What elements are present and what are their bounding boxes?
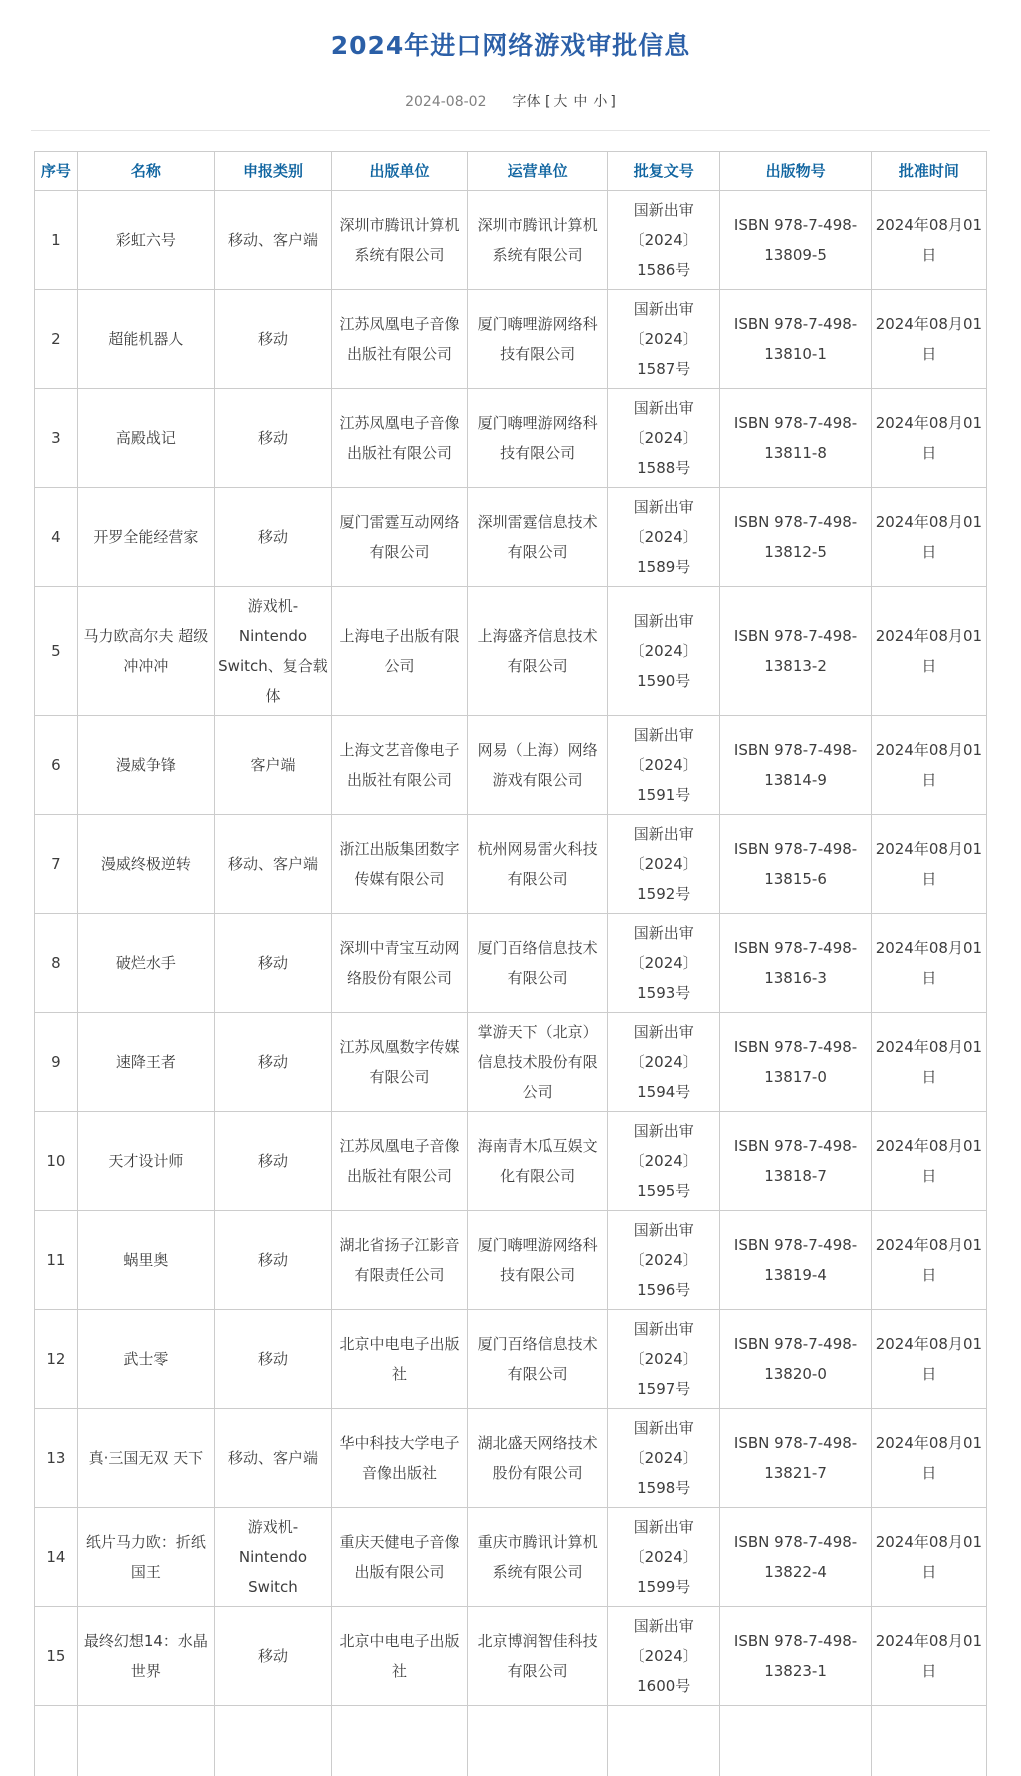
- cell-approval_no: 国新出审〔2024〕1590号: [608, 587, 720, 716]
- cell-empty: [871, 1706, 986, 1776]
- table-row: [35, 1013, 987, 1112]
- cell-approval_no: 国新出审〔2024〕1598号: [608, 1409, 720, 1508]
- cell-operator: 上海盛齐信息技术有限公司: [468, 587, 608, 716]
- cell-empty: [720, 1706, 871, 1776]
- cell-approval_no: 国新出审〔2024〕1592号: [608, 815, 720, 914]
- meta-line: [0, 91, 1021, 111]
- font-size-large-link[interactable]: 大: [553, 94, 568, 110]
- cell-seq: 13: [35, 1409, 78, 1508]
- cell-publisher: 厦门雷霆互动网络有限公司: [332, 488, 468, 587]
- cell-category: 移动、客户端: [214, 191, 331, 290]
- cell-publisher: 上海文艺音像电子出版社有限公司: [332, 716, 468, 815]
- cell-seq: 7: [35, 815, 78, 914]
- table-row-cutoff: [35, 1706, 987, 1776]
- cell-approval_no: 国新出审〔2024〕1594号: [608, 1013, 720, 1112]
- font-label: 字体: [512, 94, 541, 110]
- cell-category: 移动: [214, 1211, 331, 1310]
- cell-publisher: 浙江出版集团数字传媒有限公司: [332, 815, 468, 914]
- cell-name: 纸片马力欧：折纸国王: [77, 1508, 214, 1607]
- cell-name: 破烂水手: [77, 914, 214, 1013]
- table-row: [35, 389, 987, 488]
- cell-isbn: ISBN 978-7-498-13817-0: [720, 1013, 871, 1112]
- cell-seq: 11: [35, 1211, 78, 1310]
- table-row: [35, 914, 987, 1013]
- column-header-isbn: 出版物号: [720, 152, 871, 191]
- approval-table: [34, 151, 987, 1776]
- table-row: [35, 1409, 987, 1508]
- cell-name: 彩虹六号: [77, 191, 214, 290]
- cell-publisher: 北京中电电子出版社: [332, 1607, 468, 1706]
- cell-isbn: ISBN 978-7-498-13815-6: [720, 815, 871, 914]
- cell-isbn: ISBN 978-7-498-13823-1: [720, 1607, 871, 1706]
- cell-approval_no: 国新出审〔2024〕1597号: [608, 1310, 720, 1409]
- cell-name: 速降王者: [77, 1013, 214, 1112]
- cell-name: 蜗里奥: [77, 1211, 214, 1310]
- cell-empty: [35, 1706, 78, 1776]
- cell-name: 开罗全能经营家: [77, 488, 214, 587]
- table-row: [35, 1310, 987, 1409]
- cell-approval_date: 2024年08月01日: [871, 191, 986, 290]
- table-row: [35, 1508, 987, 1607]
- cell-seq: 5: [35, 587, 78, 716]
- column-header-name: 名称: [77, 152, 214, 191]
- cell-approval_date: 2024年08月01日: [871, 1409, 986, 1508]
- cell-operator: 重庆市腾讯计算机系统有限公司: [468, 1508, 608, 1607]
- cell-operator: 北京博润智佳科技有限公司: [468, 1607, 608, 1706]
- cell-operator: 厦门嗨哩游网络科技有限公司: [468, 290, 608, 389]
- table-row: [35, 290, 987, 389]
- cell-isbn: ISBN 978-7-498-13814-9: [720, 716, 871, 815]
- page-title: 2024年进口网络游戏审批信息: [330, 31, 691, 60]
- table-row: [35, 1112, 987, 1211]
- column-header-publisher: 出版单位: [332, 152, 468, 191]
- cell-category: 客户端: [214, 716, 331, 815]
- cell-name: 武士零: [77, 1310, 214, 1409]
- cell-isbn: ISBN 978-7-498-13820-0: [720, 1310, 871, 1409]
- table-row: [35, 191, 987, 290]
- cell-isbn: ISBN 978-7-498-13809-5: [720, 191, 871, 290]
- cell-seq: 15: [35, 1607, 78, 1706]
- cell-isbn: ISBN 978-7-498-13812-5: [720, 488, 871, 587]
- cell-name: 超能机器人: [77, 290, 214, 389]
- cell-seq: 3: [35, 389, 78, 488]
- cell-approval_date: 2024年08月01日: [871, 815, 986, 914]
- cell-seq: 4: [35, 488, 78, 587]
- cell-empty: [77, 1706, 214, 1776]
- cell-name: 天才设计师: [77, 1112, 214, 1211]
- cell-operator: 深圳雷霆信息技术有限公司: [468, 488, 608, 587]
- cell-operator: 掌游天下（北京）信息技术股份有限公司: [468, 1013, 608, 1112]
- cell-publisher: 深圳中青宝互动网络股份有限公司: [332, 914, 468, 1013]
- cell-approval_date: 2024年08月01日: [871, 488, 986, 587]
- cell-approval_date: 2024年08月01日: [871, 1013, 986, 1112]
- cell-name: 漫威终极逆转: [77, 815, 214, 914]
- cell-operator: 湖北盛天网络技术股份有限公司: [468, 1409, 608, 1508]
- cell-publisher: 江苏凤凰电子音像出版社有限公司: [332, 389, 468, 488]
- cell-name: 最终幻想14：水晶世界: [77, 1607, 214, 1706]
- cell-operator: 厦门百络信息技术有限公司: [468, 1310, 608, 1409]
- cell-empty: [214, 1706, 331, 1776]
- cell-operator: 厦门嗨哩游网络科技有限公司: [468, 389, 608, 488]
- cell-isbn: ISBN 978-7-498-13818-7: [720, 1112, 871, 1211]
- cell-seq: 9: [35, 1013, 78, 1112]
- column-header-operator: 运营单位: [468, 152, 608, 191]
- cell-publisher: 上海电子出版有限公司: [332, 587, 468, 716]
- cell-category: 游戏机-Nintendo Switch: [214, 1508, 331, 1607]
- cell-approval_date: 2024年08月01日: [871, 914, 986, 1013]
- cell-approval_date: 2024年08月01日: [871, 1310, 986, 1409]
- cell-empty: [608, 1706, 720, 1776]
- cell-category: 移动: [214, 488, 331, 587]
- cell-approval_date: 2024年08月01日: [871, 389, 986, 488]
- cell-publisher: 北京中电电子出版社: [332, 1310, 468, 1409]
- font-size-medium-link[interactable]: 中: [573, 94, 588, 110]
- cell-seq: 6: [35, 716, 78, 815]
- column-header-approval_no: 批复文号: [608, 152, 720, 191]
- table-header-row: [35, 152, 987, 191]
- column-header-category: 申报类别: [214, 152, 331, 191]
- table-row: [35, 815, 987, 914]
- cell-publisher: 江苏凤凰电子音像出版社有限公司: [332, 290, 468, 389]
- table-row: [35, 1607, 987, 1706]
- cell-publisher: 江苏凤凰数字传媒有限公司: [332, 1013, 468, 1112]
- cell-category: 移动、客户端: [214, 815, 331, 914]
- cell-category: 移动: [214, 290, 331, 389]
- header-divider: [31, 130, 990, 131]
- cell-empty: [468, 1706, 608, 1776]
- cell-isbn: ISBN 978-7-498-13810-1: [720, 290, 871, 389]
- cell-publisher: 江苏凤凰电子音像出版社有限公司: [332, 1112, 468, 1211]
- cell-isbn: ISBN 978-7-498-13821-7: [720, 1409, 871, 1508]
- cell-approval_no: 国新出审〔2024〕1599号: [608, 1508, 720, 1607]
- cell-approval_date: 2024年08月01日: [871, 290, 986, 389]
- cell-name: 漫威争锋: [77, 716, 214, 815]
- cell-category: 移动: [214, 1112, 331, 1211]
- cell-name: 马力欧高尔夫 超级冲冲冲: [77, 587, 214, 716]
- font-size-control: [512, 94, 615, 110]
- cell-publisher: 重庆天健电子音像出版有限公司: [332, 1508, 468, 1607]
- cell-approval_no: 国新出审〔2024〕1593号: [608, 914, 720, 1013]
- cell-isbn: ISBN 978-7-498-13822-4: [720, 1508, 871, 1607]
- cell-approval_no: 国新出审〔2024〕1595号: [608, 1112, 720, 1211]
- cell-operator: 厦门百络信息技术有限公司: [468, 914, 608, 1013]
- cell-name: 高殿战记: [77, 389, 214, 488]
- cell-seq: 8: [35, 914, 78, 1013]
- cell-approval_no: 国新出审〔2024〕1589号: [608, 488, 720, 587]
- cell-operator: 网易（上海）网络游戏有限公司: [468, 716, 608, 815]
- cell-isbn: ISBN 978-7-498-13819-4: [720, 1211, 871, 1310]
- cell-empty: [332, 1706, 468, 1776]
- cell-seq: 1: [35, 191, 78, 290]
- table-row: [35, 1211, 987, 1310]
- cell-isbn: ISBN 978-7-498-13816-3: [720, 914, 871, 1013]
- cell-operator: 杭州网易雷火科技有限公司: [468, 815, 608, 914]
- table-row: [35, 587, 987, 716]
- bracket-open: [: [544, 94, 551, 110]
- cell-approval_date: 2024年08月01日: [871, 1112, 986, 1211]
- cell-category: 游戏机-Nintendo Switch、复合载体: [214, 587, 331, 716]
- cell-approval_date: 2024年08月01日: [871, 587, 986, 716]
- cell-operator: 海南青木瓜互娱文化有限公司: [468, 1112, 608, 1211]
- table-row: [35, 716, 987, 815]
- cell-operator: 深圳市腾讯计算机系统有限公司: [468, 191, 608, 290]
- cell-isbn: ISBN 978-7-498-13813-2: [720, 587, 871, 716]
- cell-category: 移动: [214, 1013, 331, 1112]
- bracket-close: ]: [610, 94, 616, 110]
- cell-category: 移动: [214, 1607, 331, 1706]
- cell-approval_no: 国新出审〔2024〕1596号: [608, 1211, 720, 1310]
- font-size-small-link[interactable]: 小: [593, 94, 608, 110]
- cell-category: 移动: [214, 389, 331, 488]
- cell-category: 移动、客户端: [214, 1409, 331, 1508]
- cell-category: 移动: [214, 1310, 331, 1409]
- column-header-approval_date: 批准时间: [871, 152, 986, 191]
- cell-seq: 2: [35, 290, 78, 389]
- cell-approval_date: 2024年08月01日: [871, 1607, 986, 1706]
- cell-approval_no: 国新出审〔2024〕1600号: [608, 1607, 720, 1706]
- cell-approval_date: 2024年08月01日: [871, 716, 986, 815]
- cell-operator: 厦门嗨哩游网络科技有限公司: [468, 1211, 608, 1310]
- table-row: [35, 488, 987, 587]
- cell-publisher: 深圳市腾讯计算机系统有限公司: [332, 191, 468, 290]
- cell-category: 移动: [214, 914, 331, 1013]
- cell-approval_date: 2024年08月01日: [871, 1508, 986, 1607]
- cell-publisher: 华中科技大学电子音像出版社: [332, 1409, 468, 1508]
- cell-isbn: ISBN 978-7-498-13811-8: [720, 389, 871, 488]
- cell-approval_no: 国新出审〔2024〕1588号: [608, 389, 720, 488]
- cell-seq: 12: [35, 1310, 78, 1409]
- cell-approval_date: 2024年08月01日: [871, 1211, 986, 1310]
- cell-name: 真·三国无双 天下: [77, 1409, 214, 1508]
- cell-seq: 14: [35, 1508, 78, 1607]
- column-header-seq: 序号: [35, 152, 78, 191]
- cell-approval_no: 国新出审〔2024〕1587号: [608, 290, 720, 389]
- cell-approval_no: 国新出审〔2024〕1591号: [608, 716, 720, 815]
- cell-publisher: 湖北省扬子江影音有限责任公司: [332, 1211, 468, 1310]
- publish-date: 2024-08-02: [405, 94, 487, 110]
- cell-seq: 10: [35, 1112, 78, 1211]
- cell-approval_no: 国新出审〔2024〕1586号: [608, 191, 720, 290]
